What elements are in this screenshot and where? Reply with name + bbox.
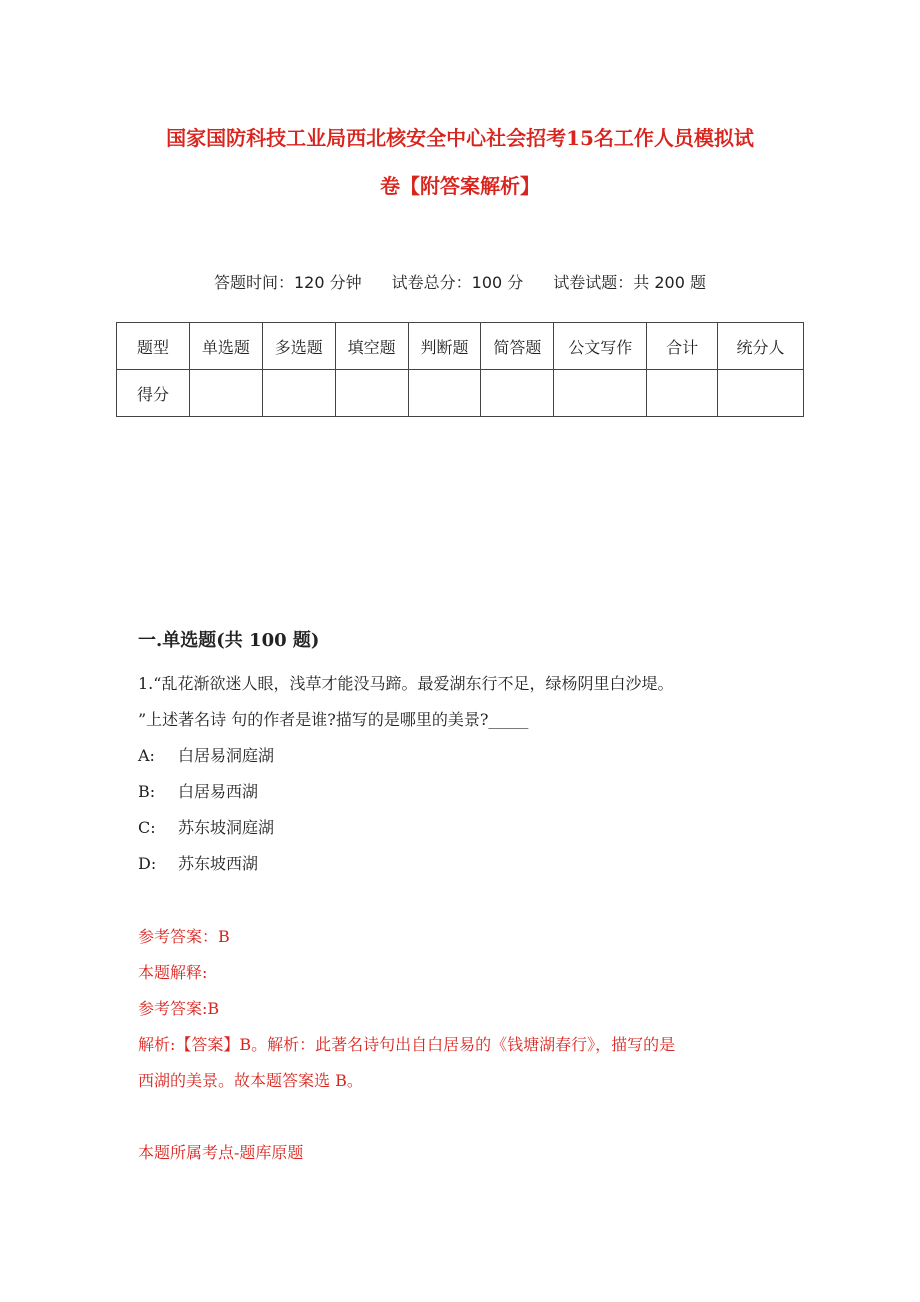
analysis-line-1: 解析:【答案】B。解析：此著名诗句出自白居易的《钱塘湖春行》，描写的是 — [138, 1035, 676, 1054]
option-text: 白居易西湖 — [178, 782, 259, 801]
analysis-line-2: 西湖的美景。故本题答案选 B。 — [138, 1071, 363, 1090]
document-title-line-1: 国家国防科技工业局西北核安全中心社会招考15名工作人员模拟试 — [166, 126, 754, 150]
score-table-header: 合计 — [647, 323, 718, 370]
score-cell — [554, 370, 647, 417]
option-text: 白居易洞庭湖 — [178, 746, 275, 765]
option-text: 苏东坡洞庭湖 — [178, 818, 275, 837]
score-table-score-row — [117, 370, 804, 417]
question-source: 本题所属考点-题库原题 — [138, 1143, 304, 1162]
explanation-label: 本题解释: — [138, 963, 208, 982]
score-cell — [647, 370, 718, 417]
score-table-header: 单选题 — [189, 323, 262, 370]
score-cell — [481, 370, 554, 417]
score-cell — [335, 370, 408, 417]
score-cell — [718, 370, 804, 417]
score-cell — [408, 370, 481, 417]
option-c — [138, 815, 274, 838]
document-title-line-2: 卷【附答案解析】 — [380, 174, 540, 198]
score-table-header: 题型 — [117, 323, 190, 370]
reference-answer: 参考答案：B — [138, 927, 230, 946]
score-cell — [189, 370, 262, 417]
option-letter: D: — [138, 854, 157, 873]
question-text-line-1: 1.“乱花渐欲迷人眼，浅草才能没马蹄。最爱湖东行不足，绿杨阴里白沙堤。 — [138, 674, 674, 693]
option-letter: A: — [138, 746, 155, 765]
option-d — [138, 851, 258, 874]
exam-total-score: 试卷总分：100 分 — [391, 273, 524, 292]
score-table-header: 统分人 — [718, 323, 804, 370]
score-row-label: 得分 — [117, 370, 190, 417]
option-letter: C: — [138, 818, 156, 837]
option-b — [138, 779, 258, 802]
score-cell — [262, 370, 335, 417]
section-title: 一.单选题(共 100 题) — [138, 630, 320, 651]
score-table-header: 多选题 — [262, 323, 335, 370]
option-a — [138, 743, 274, 766]
option-letter: B: — [138, 782, 156, 801]
reference-answer-2: 参考答案:B — [138, 999, 220, 1018]
score-table-header: 公文写作 — [554, 323, 647, 370]
score-table-header: 填空题 — [335, 323, 408, 370]
exam-time: 答题时间：120 分钟 — [214, 273, 362, 292]
score-table-header: 判断题 — [408, 323, 481, 370]
score-table-header: 简答题 — [481, 323, 554, 370]
option-text: 苏东坡西湖 — [178, 854, 259, 873]
exam-meta — [0, 270, 920, 293]
exam-total-questions: 试卷试题：共 200 题 — [553, 273, 706, 292]
score-table — [116, 322, 804, 417]
score-table-header-row — [117, 323, 804, 370]
question-text-line-2: ”上述著名诗 句的作者是谁?描写的是哪里的美景?_____ — [138, 710, 529, 729]
